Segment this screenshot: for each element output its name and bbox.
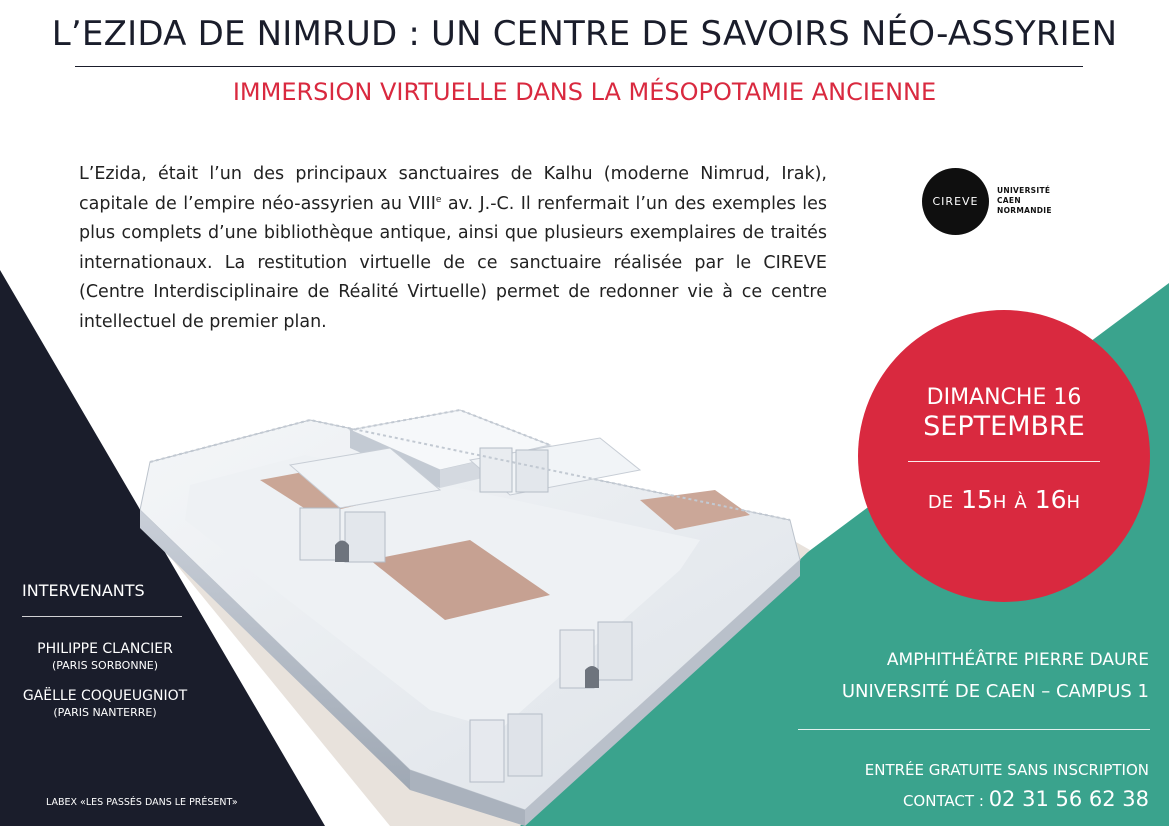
contact-info bbox=[903, 787, 1149, 811]
speaker-2 bbox=[0, 688, 210, 719]
date-badge bbox=[858, 310, 1150, 602]
speaker-affiliation: (PARIS NANTERRE) bbox=[53, 706, 157, 719]
intro-paragraph bbox=[79, 160, 827, 337]
venue-campus: UNIVERSITÉ DE CAEN – CAMPUS 1 bbox=[841, 681, 1149, 702]
speaker-name: GAËLLE COQUEUGNIOT bbox=[22, 688, 188, 704]
intro-text-1: L’Ezida, était l’un des principaux sanctuaires de Kalhu (moderne Nimrud, Irak), capitale de l’empire néo-assyrien au VIII bbox=[79, 164, 827, 214]
century-superscript: e bbox=[435, 194, 442, 205]
venue-divider bbox=[798, 729, 1150, 730]
event-month: SEPTEMBRE bbox=[923, 411, 1085, 442]
time-start-unit: H bbox=[992, 492, 1007, 513]
time-to: À bbox=[1014, 492, 1027, 513]
university-wordmark bbox=[997, 186, 1052, 216]
contact-phone: 02 31 56 62 38 bbox=[988, 787, 1149, 811]
university-line-1: UNIVERSITÉ bbox=[997, 186, 1051, 195]
cireve-mark: CIREVE bbox=[922, 168, 989, 235]
venue-hall: AMPHITHÉÂTRE PIERRE DAURE bbox=[886, 650, 1149, 670]
labex-credit: LABEX «LES PASSÉS DANS LE PRÉSENT» bbox=[46, 797, 238, 808]
event-day: DIMANCHE 16 bbox=[926, 385, 1082, 410]
university-line-2: CAEN bbox=[997, 196, 1021, 205]
time-start-hour: 15 bbox=[961, 485, 993, 514]
speakers-divider bbox=[22, 616, 182, 617]
time-end-unit: H bbox=[1066, 492, 1081, 513]
speaker-name: PHILIPPE CLANCIER bbox=[37, 641, 173, 657]
speaker-1 bbox=[0, 641, 210, 672]
time-from: DE bbox=[927, 492, 954, 513]
event-time bbox=[858, 485, 1150, 514]
page-subtitle: IMMERSION VIRTUELLE DANS LA MÉSOPOTAMIE ANCIENNE bbox=[232, 78, 937, 106]
speakers-heading: INTERVENANTS bbox=[22, 581, 145, 600]
university-line-3: NORMANDIE bbox=[997, 206, 1052, 215]
title-divider bbox=[75, 66, 1083, 67]
date-divider bbox=[908, 461, 1100, 462]
intro-text-2: av. J.-C. Il renfermait l’un des exemples les plus complets d’une bibliothèque antique, ainsi que plusieurs exemplaires de traités internationaux. La restitution virtuelle de ce sanctuaire réalisée par le CIREVE (Centre Interdisciplinaire de Réalité Virtuelle) permet de redonner vie à ce centre intellectuel de premier plan. bbox=[79, 193, 827, 332]
time-end-hour: 16 bbox=[1034, 485, 1067, 514]
contact-label: CONTACT : bbox=[902, 792, 984, 810]
temple-illustration bbox=[140, 390, 820, 826]
speaker-affiliation: (PARIS SORBONNE) bbox=[51, 659, 159, 672]
cireve-logo bbox=[922, 168, 1072, 236]
page-title: L’EZIDA DE NIMRUD : UN CENTRE DE SAVOIRS NÉO-ASSYRIEN bbox=[51, 14, 1118, 54]
entry-info: ENTRÉE GRATUITE SANS INSCRIPTION bbox=[864, 761, 1149, 779]
